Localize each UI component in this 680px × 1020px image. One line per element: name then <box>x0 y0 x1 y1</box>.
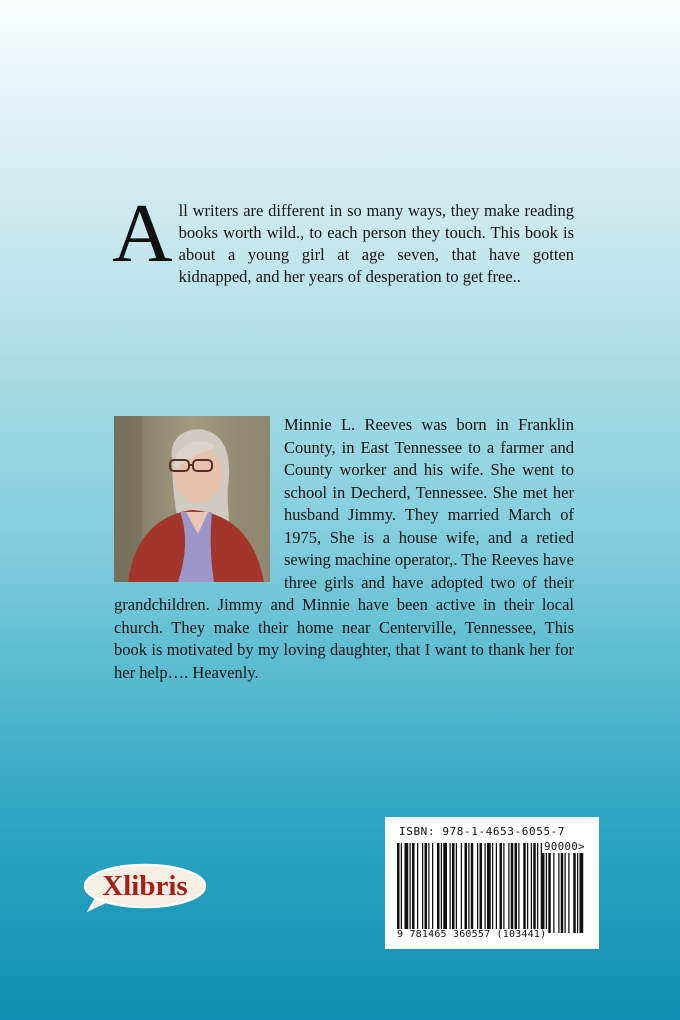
bio-text: Minnie L. Reeves was born in Franklin County, in East Tennessee to a farmer and County worker and his wife. She went to school in Decherd, Tennessee. She met her husband Jimmy. They married March of 1975, She is a house wife, and a retied sewing machine operator,. The Reeves have three girls and have adopted two of their grandchildren. Jimmy and Minnie have been active in their local church. They make their home near Centerville, Tennessee, This book is motivated by my loving daughter, that I want to thank her for her help…. Heavenly. <box>114 415 574 682</box>
barcode-digits: 9 781465 360557 (103441) <box>397 929 547 940</box>
logo-wordmark: Xlibris <box>102 870 188 902</box>
barcode-bars <box>395 843 589 937</box>
author-bio <box>114 414 574 684</box>
isbn-barcode <box>385 817 599 949</box>
back-cover-blurb <box>112 187 574 288</box>
author-photo <box>114 416 270 582</box>
blurb-text: ll writers are different in so many ways, they make reading books worth wild., to each person they touch. This book is about a young girl at age seven, that have gotten kidnapped, and her years of desperation to get free.. <box>178 201 574 286</box>
xlibris-logo <box>82 862 212 918</box>
drop-cap: A <box>112 187 173 280</box>
isbn-label: ISBN: 978-1-4653-6055-7 <box>399 825 566 838</box>
price-code: 90000> <box>544 841 585 853</box>
